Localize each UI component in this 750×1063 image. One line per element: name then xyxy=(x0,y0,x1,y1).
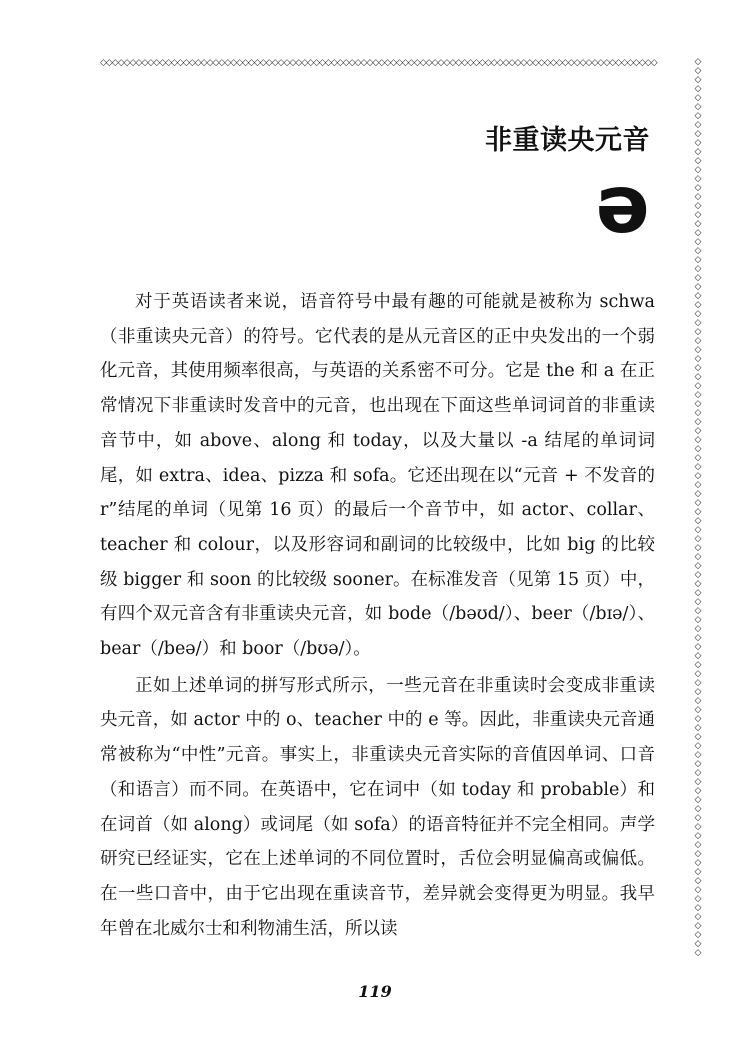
page-number: 119 xyxy=(358,982,392,1001)
schwa-symbol: ə xyxy=(595,158,650,251)
paragraph-1: 对于英语读者来说，语音符号中最有趣的可能就是被称为 schwa（非重读央元音）的符号。它代表的是从元音区的正中央发出的一个弱化元音，其使用频率很高，与英语的关系密不可分。它是 the 和 a 在正常情况下非重读时发音中的元音，也出现在下面这些单词词首的非重读音节中，如 above、along 和 today，以及大量以 -a 结尾的单词词尾，如 extra、idea、pizza 和 sofa。它还出现在以“元音 + 不发音的 r”结尾的单词（见第 16 页）的最后一个音节中，如 actor、collar、teacher 和 colour，以及形容词和副词的比较级中，比如 big 的比较级 bigger 和 soon 的比较级 sooner。在标准发音（见第 15 页）中，有四个双元音含有非重读央元音，如 bode（/bəʊd/）、beer（/bɪə/）、bear（/beə/）和 boor（/bʊə/）。 xyxy=(100,292,655,660)
body-text xyxy=(100,285,655,946)
page-title: 非重读央元音 xyxy=(485,125,650,156)
decorative-border-right: ◇ ◇ ◇ ◇ ◇ ◇ ◇ ◇ ◇ ◇ ◇ ◇ ◇ ◇ ◇ ◇ ◇ ◇ ◇ ◇ ◇ ◇ ◇ ◇ ◇ ◇ ◇ ◇ ◇ ◇ ◇ ◇ ◇ ◇ ◇ ◇ ◇ ◇ ◇ ◇ ◇ ◇ ◇ ◇ ◇ ◇ ◇ ◇ ◇ ◇ ◇ ◇ ◇ ◇ ◇ ◇ ◇ ◇ ◇ ◇ ◇ ◇ ◇ ◇ ◇ ◇ ◇ ◇ ◇ ◇ ◇ ◇ ◇ ◇ ◇ ◇ ◇ ◇ ◇ ◇ ◇ ◇ ◇ ◇ ◇ ◇ ◇ ◇ ◇ ◇ ◇ ◇ ◇ ◇ ◇ ◇ ◇ ◇ ◇ ◇ xyxy=(694,57,702,958)
decorative-border-top: ◇◇◇◇◇◇◇◇◇◇◇◇◇◇◇◇◇◇◇◇◇◇◇◇◇◇◇◇◇◇◇◇◇◇◇◇◇◇◇◇◇◇◇◇◇◇◇◇◇◇◇◇◇◇◇◇◇◇◇◇◇◇◇◇◇◇◇◇◇◇◇◇◇◇◇◇◇◇◇◇◇◇◇◇◇◇◇◇◇◇◇◇◇◇ xyxy=(100,58,657,68)
paragraph-2: 正如上述单词的拼写形式所示，一些元音在非重读时会变成非重读央元音，如 actor 中的 o、teacher 中的 e 等。因此，非重读央元音通常被称为“中性”元音。事实上，非重读央元音实际的音值因单词、口音（和语言）而不同。在英语中，它在词中（如 today 和 probable）和在词首（如 along）或词尾（如 sofa）的语音特征并不完全相同。声学研究已经证实，它在上述单词的不同位置时，舌位会明显偏高或偏低。在一些口音中，由于它出现在重读音节，差异就会变得更为明显。我早年曾在北威尔士和利物浦生活，所以读 xyxy=(100,675,655,939)
